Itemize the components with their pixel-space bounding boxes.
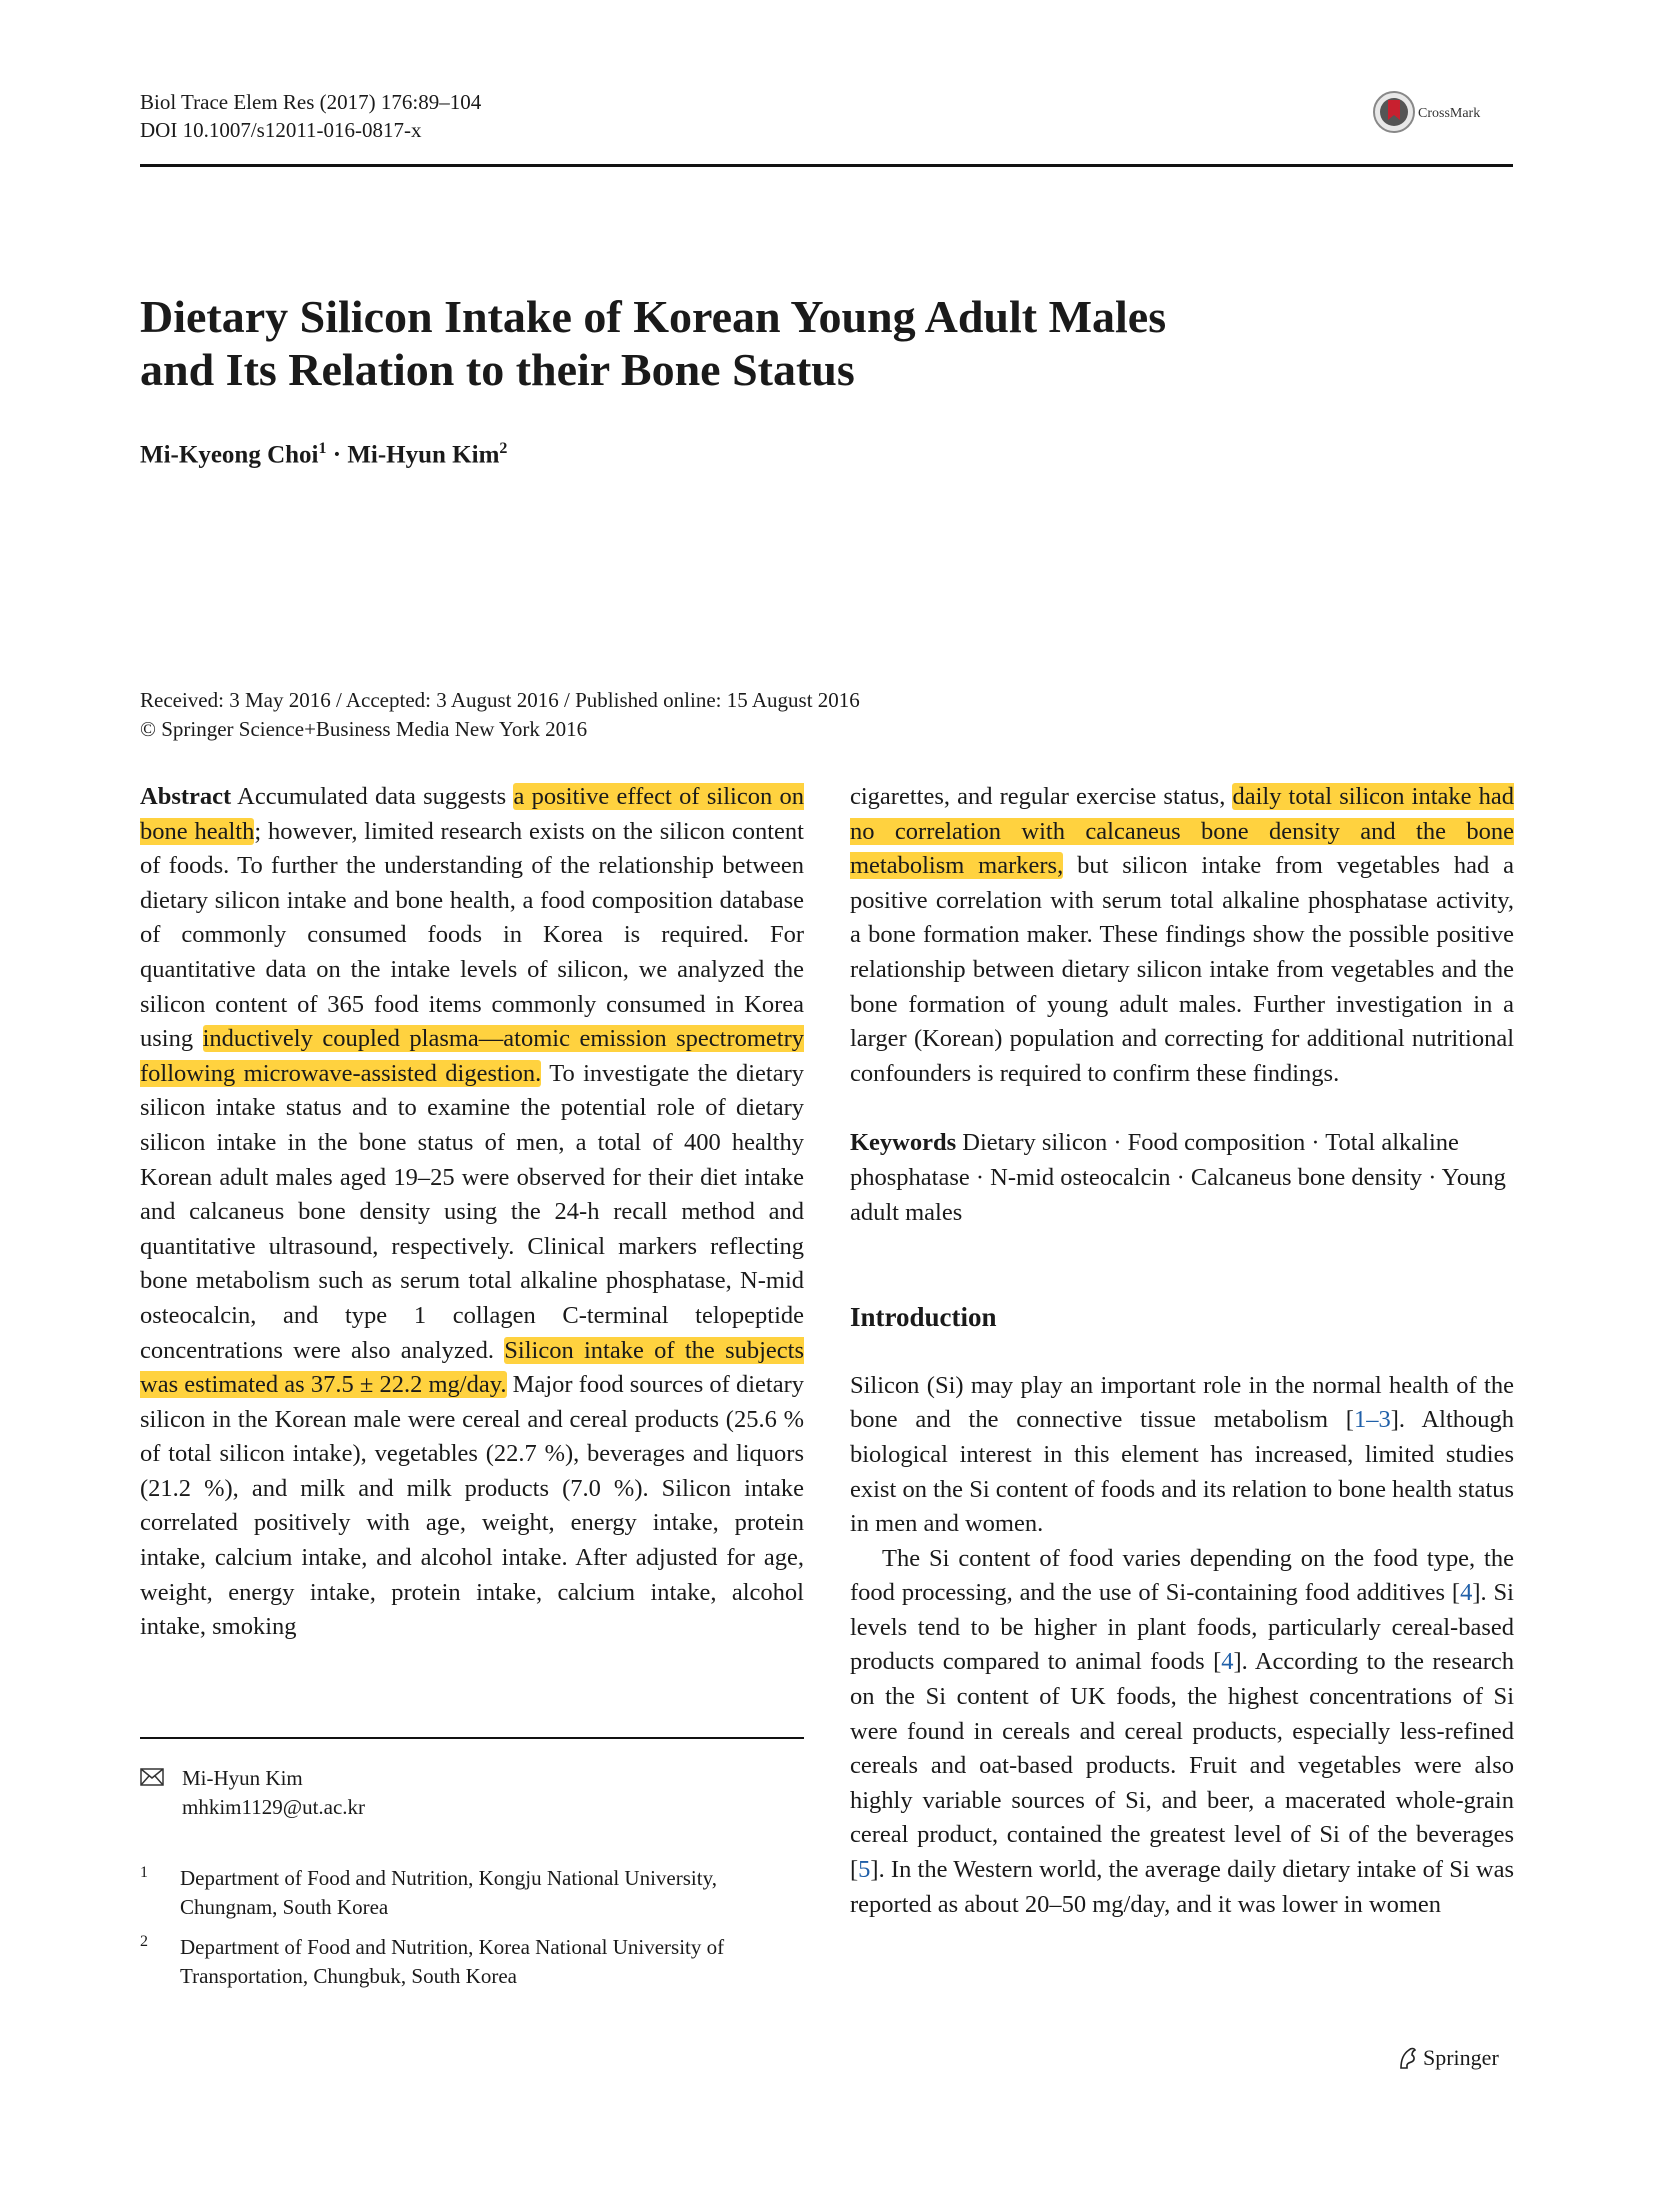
publication-dates: [140, 686, 860, 744]
body-text: The Si content of food varies depending on the food type, the food processing, and the use of Si-containing food additives [: [850, 1544, 1514, 1607]
keywords: [850, 1126, 1514, 1230]
body-text: ]. According to the research on the Si content of UK foods, the highest concentrations of Si were found in cereals and cereal products, especially less-refined cereals and oat-based products. Fruit and vegetables were also highly variable sources of Si, and beer, a macerated whole-grain cereal product, contained the greatest level of Si of the beverages [: [850, 1648, 1514, 1884]
header-rule: [140, 164, 1513, 167]
keywords-label: Keywords: [850, 1129, 957, 1157]
article-title: [140, 290, 1340, 396]
publisher-name: Springer: [1423, 2045, 1499, 2070]
abstract-text: cigarettes, and regular exercise status,: [850, 783, 1233, 810]
abstract-text: Major food sources of dietary silicon in the Korean male were cereal and cereal products (25.6 % of total silicon intake), vegetables (22.7 %), beverages and liquors (21.2 %), and milk and milk products (7.0 %). Silicon intake correlated positively with age, weight, energy intake, protein intake, calcium intake, and alcohol intake. After adjusted for age, weight, energy intake, protein intake, calcium intake, alcohol intake, smoking: [140, 1371, 804, 1641]
affiliation-2-number: 2: [140, 1933, 148, 1950]
intro-paragraph-1: [850, 1369, 1514, 1542]
footnote-rule: [140, 1737, 804, 1739]
section-heading-introduction: Introduction: [850, 1302, 997, 1333]
corresponding-author: [182, 1764, 365, 1822]
copyright-line: © Springer Science+Business Media New York 2016: [140, 717, 588, 741]
journal-header: [140, 88, 481, 144]
body-text: ]. Although biological interest in this element has increased, limited studies exist on the Si content of foods and its relation to bone health status in men and women.: [850, 1406, 1514, 1538]
author-2[interactable]: Mi-Hyun Kim: [347, 441, 500, 469]
journal-citation: Biol Trace Elem Res (2017) 176:89–104: [140, 90, 482, 114]
affiliation-1: [180, 1864, 800, 1922]
abstract-highlight[interactable]: inductively coupled plasma—atomic emission spectrometry following microwave-assisted digestion.: [140, 1025, 805, 1087]
title-line-2: and Its Relation to their Bone Status: [140, 344, 855, 395]
abstract-highlight[interactable]: daily total silicon intake had no correlation with calcaneus bone density and the bone metabolism markers,: [850, 783, 1514, 880]
publisher-logo: [1397, 2045, 1499, 2071]
abstract-text: but silicon intake from vegetables had a positive correlation with serum total alkaline phosphatase activity, a bone formation maker. These findings show the possible positive relationship between dietary silicon intake from vegetables and the bone formation of young adult males. Further investigation in a larger (Korean) population and correcting for additional nutritional confounders is required to confirm these findings.: [850, 852, 1514, 1087]
abstract-text: To investigate the dietary silicon intake status and to examine the potential role of dietary silicon intake in the bone status of men, a total of 400 healthy Korean adult males aged 19–25 were observed for their diet intake and calcaneus bone density using the 24-h recall method and quantitative ultrasound, respectively. Clinical markers reflecting bone metabolism such as serum total alkaline phosphatase, N-mid osteocalcin, and type 1 collagen C-terminal telopeptide concentrations were also analyzed.: [140, 1059, 804, 1364]
author-1-affiliation-mark: 1: [318, 440, 327, 457]
abstract-highlight[interactable]: Silicon intake of the subjects was estimated as 37.5 ± 22.2 mg/day.: [140, 1336, 804, 1399]
corresponding-author-name: Mi-Hyun Kim: [182, 1766, 303, 1790]
abstract-highlight[interactable]: a positive effect of silicon on bone health: [140, 783, 804, 845]
abstract-paragraph: [140, 780, 804, 1645]
author-2-affiliation-mark: 2: [499, 440, 508, 457]
affiliation-line: Transportation, Chungbuk, South Korea: [180, 1964, 517, 1988]
affiliation-line: Department of Food and Nutrition, Kongju National University,: [180, 1866, 717, 1890]
citation-link[interactable]: 1–3: [1353, 1406, 1391, 1434]
left-column: [140, 780, 804, 1645]
right-column: [850, 780, 1514, 1922]
springer-horse-icon: [1397, 2046, 1419, 2070]
abstract-text: ; however, limited research exists on the silicon content of foods. To further the understanding of the relationship between dietary silicon intake and bone health, a food composition database of commonly consumed foods in Korea is required. For quantitative data on the intake levels of silicon, we analyzed the silicon content of 365 food items commonly consumed in Korea using: [140, 817, 804, 1053]
citation-link[interactable]: 4: [1221, 1648, 1234, 1676]
affiliation-1-number: 1: [140, 1864, 148, 1881]
abstract-text: Accumulated data suggests: [231, 783, 514, 810]
crossmark-label: CrossMark: [1418, 106, 1481, 121]
envelope-icon: [140, 1768, 164, 1791]
title-line-1: Dietary Silicon Intake of Korean Young Adult Males: [140, 291, 1167, 342]
body-text: ]. Si levels tend to be higher in plant foods, particularly cereal-based products compared to animal foods [: [850, 1579, 1514, 1676]
author-list: [140, 440, 507, 469]
crossmark-logo-icon: [1372, 90, 1416, 134]
author-separator: ·: [326, 441, 348, 469]
affiliation-line: Department of Food and Nutrition, Korea National University of: [180, 1935, 725, 1959]
citation-link[interactable]: 5: [858, 1856, 871, 1884]
doi[interactable]: DOI 10.1007/s12011-016-0817-x: [140, 118, 422, 142]
abstract-label: Abstract: [140, 783, 232, 810]
keywords-list: Dietary silicon · Food composition · Total alkaline phosphatase · N-mid osteocalcin · Calcaneus bone density · Young adult males: [850, 1129, 1506, 1226]
intro-paragraph-2: [850, 1542, 1514, 1923]
affiliation-2: [180, 1933, 800, 1991]
corresponding-author-email[interactable]: mhkim1129@ut.ac.kr: [182, 1795, 366, 1819]
body-text: Silicon (Si) may play an important role in the normal health of the bone and the connective tissue metabolism [: [850, 1371, 1514, 1434]
author-1[interactable]: Mi-Kyeong Choi: [140, 441, 319, 469]
abstract-continuation: [850, 780, 1514, 1091]
crossmark-badge[interactable]: [1372, 90, 1510, 140]
citation-link[interactable]: 4: [1460, 1579, 1473, 1607]
affiliation-line: Chungnam, South Korea: [180, 1895, 389, 1919]
body-text: ]. In the Western world, the average daily dietary intake of Si was reported as about 20–50 mg/day, and it was lower in women: [850, 1856, 1514, 1918]
dates-line: Received: 3 May 2016 / Accepted: 3 August 2016 / Published online: 15 August 2016: [140, 688, 860, 712]
